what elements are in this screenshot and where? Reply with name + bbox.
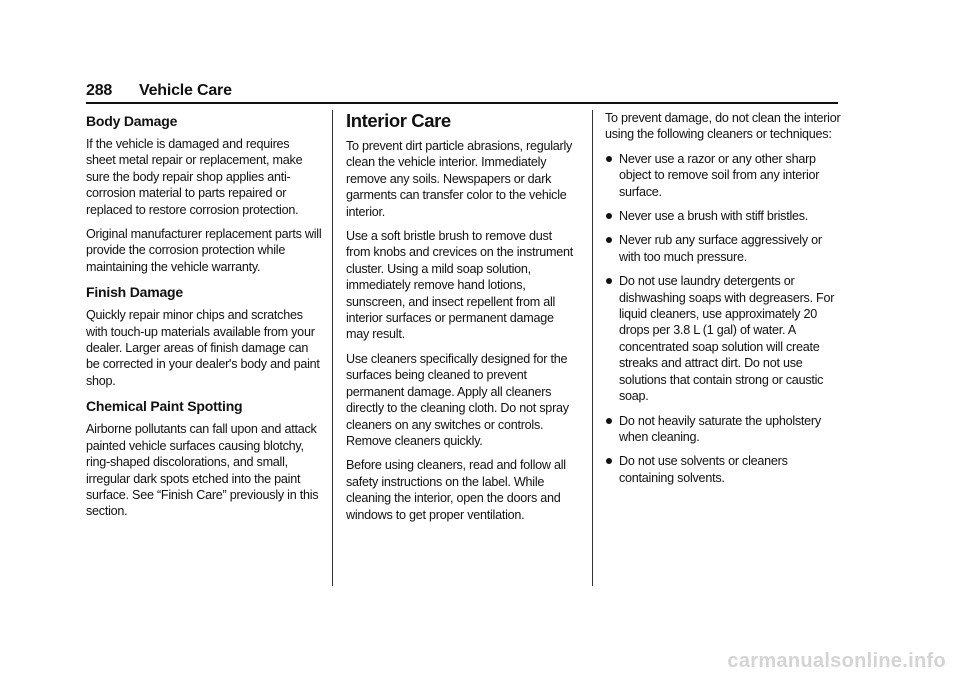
interior-care-paragraph-1: To prevent dirt particle abrasions, regularly clean the vehicle interior. Immediately remove any soils. Newspapers or dark garments can transfer color to the vehicle interior.	[346, 139, 573, 219]
interior-care-paragraph-4: Before using cleaners, read and follow all safety instructions on the label. While cleaning the interior, open the doors and windows to get proper ventilation.	[346, 458, 566, 522]
column-divider-left	[332, 110, 333, 586]
finish-damage-paragraph-1: Quickly repair minor chips and scratches with touch-up materials available from your dealer. Larger areas of finish damage can be corrected in your dealer's body and paint shop.	[86, 308, 320, 388]
cleaning-intro: To prevent damage, do not clean the interior using the following cleaners or techniques:	[605, 111, 841, 142]
column-left	[86, 110, 322, 528]
cleaning-warnings-list	[605, 151, 845, 486]
bullet-icon	[606, 278, 612, 284]
interior-care-heading: Interior Care	[346, 110, 451, 131]
bullet-icon	[606, 458, 612, 464]
list-item-text: Never use a brush with stiff bristles.	[619, 209, 809, 224]
column-divider-right	[592, 110, 593, 586]
list-item	[605, 413, 845, 446]
chemical-paint-spotting-heading: Chemical Paint Spotting	[86, 398, 243, 415]
page-number: 288	[86, 82, 113, 99]
bullet-icon	[606, 213, 612, 219]
interior-care-paragraph-3: Use cleaners specifically designed for the surfaces being cleaned to prevent permanent damage. Apply all cleaners directly to the cleaning cloth. Do not spray cleaners on any switches or controls. Remove cleaners quickly.	[346, 351, 569, 448]
list-item-text: Do not use laundry detergents or dishwashing soaps with degreasers. For liquid cleaners, use approximately 20 drops per 3.8 L (1 gal) of water. A concentrated soap solution will create streaks and attract dirt. Do not use solutions that contain strong or caustic soap.	[619, 274, 835, 404]
page-header	[86, 82, 838, 102]
bullet-icon	[606, 418, 612, 424]
body-damage-paragraph-1: If the vehicle is damaged and requires sheet metal repair or replacement, make sure the body repair shop applies anti-corrosion material to parts repaired or replaced to restore corrosion protection.	[86, 137, 303, 217]
chemical-paint-spotting-paragraph-1: Airborne pollutants can fall upon and attack painted vehicle surfaces causing blotchy, ring-shaped discolorations, and small, irregular dark spots etched into the paint surface. See “Finish Care” previously in this section.	[86, 422, 319, 519]
body-damage-heading: Body Damage	[86, 113, 178, 129]
list-item	[605, 151, 845, 200]
bullet-icon	[606, 237, 612, 243]
list-item	[605, 273, 845, 404]
header-rule	[86, 102, 838, 104]
list-item	[605, 453, 845, 486]
list-item	[605, 208, 845, 224]
list-item	[605, 232, 845, 265]
list-item-text: Do not use solvents or cleaners containing solvents.	[619, 454, 788, 485]
body-damage-paragraph-2: Original manufacturer replacement parts will provide the corrosion protection while maintaining the vehicle warranty.	[86, 227, 322, 274]
watermark: carmanualsonline.info	[727, 650, 946, 672]
section-title: Vehicle Care	[139, 82, 232, 99]
list-item-text: Never use a razor or any other sharp object to remove soil from any interior surface.	[619, 151, 820, 199]
bullet-icon	[606, 156, 612, 162]
column-right	[605, 110, 845, 494]
list-item-text: Never rub any surface aggressively or with too much pressure.	[619, 233, 822, 264]
interior-care-paragraph-2: Use a soft bristle brush to remove dust from knobs and crevices on the instrument cluster. Using a mild soap solution, immediately remove hand lotions, sunscreen, and insect repellent from all interior surfaces or permanent damage may result.	[346, 229, 574, 342]
finish-damage-heading: Finish Damage	[86, 284, 183, 301]
column-middle	[346, 110, 578, 531]
list-item-text: Do not heavily saturate the upholstery when cleaning.	[619, 413, 821, 444]
